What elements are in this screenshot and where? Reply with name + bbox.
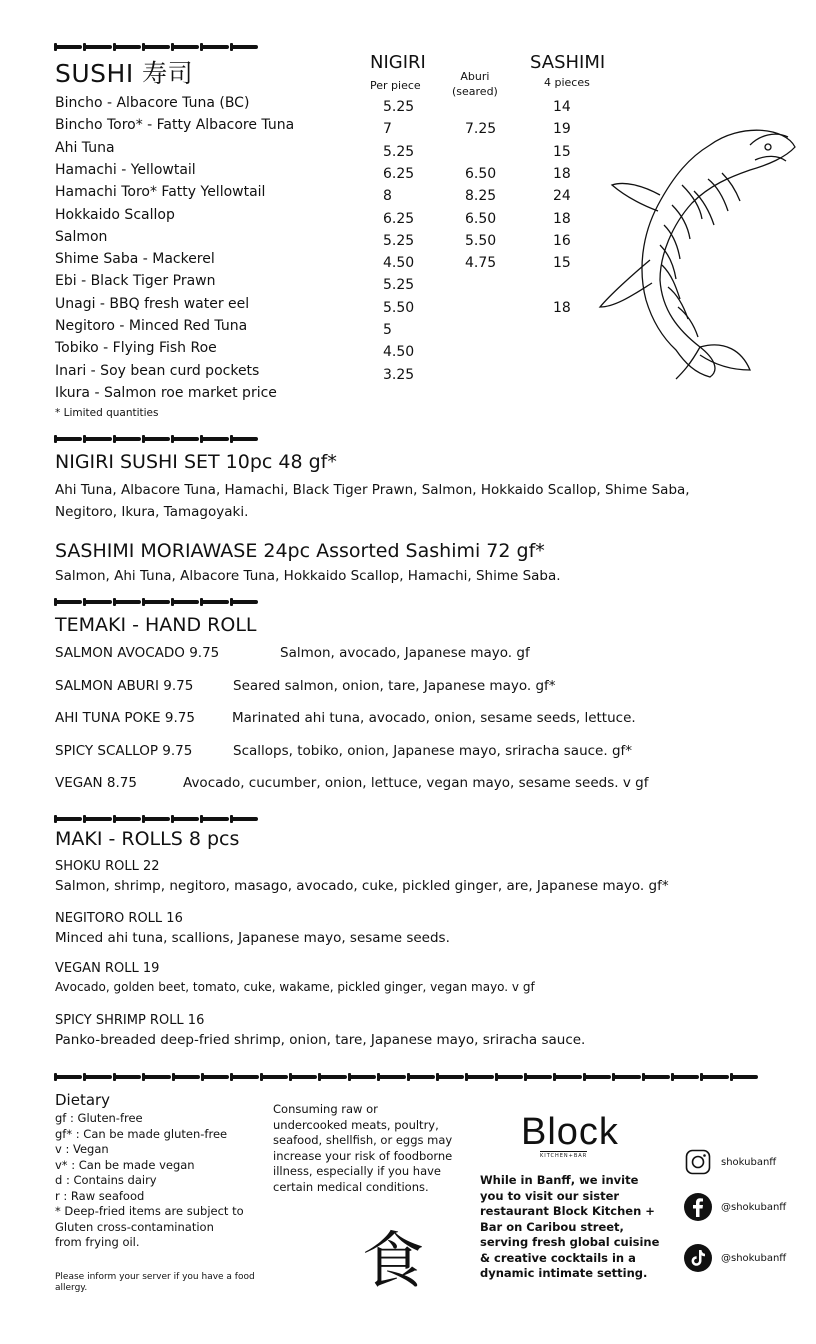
- bamboo-segment: [319, 1075, 346, 1079]
- bamboo-divider: [55, 1073, 760, 1081]
- temaki-item-name: VEGAN 8.75: [55, 775, 137, 791]
- bamboo-divider: [55, 598, 260, 606]
- allergy-note: Please inform your server if you have a food allergy.: [55, 1272, 255, 1293]
- maki-title: MAKI - ROLLS 8 pcs: [55, 828, 240, 850]
- bamboo-segment: [584, 1075, 611, 1079]
- bamboo-segment: [84, 1075, 111, 1079]
- dietary-line: from frying oil.: [55, 1235, 140, 1249]
- instagram-icon: [683, 1147, 713, 1177]
- sashimi-price: 15: [553, 143, 571, 160]
- bamboo-segment: [349, 1075, 376, 1079]
- maki-item-description: Salmon, shrimp, negitoro, masago, avocado, cuke, pickled ginger, are, Japanese mayo. gf*: [55, 878, 669, 894]
- bamboo-segment: [114, 1075, 141, 1079]
- sashimi-moriawase-title: SASHIMI MORIAWASE 24pc Assorted Sashimi 72 gf*: [55, 540, 545, 562]
- maki-item-name: SHOKU ROLL 22: [55, 859, 160, 874]
- temaki-item-name: SALMON AVOCADO 9.75: [55, 645, 220, 661]
- bamboo-segment: [143, 600, 170, 604]
- nigiri-price: 5.25: [383, 232, 415, 249]
- bamboo-segment: [55, 817, 82, 821]
- sushi-item-name: Bincho Toro* - Fatty Albacore Tuna: [55, 117, 295, 134]
- bamboo-segment: [525, 1075, 552, 1079]
- koi-fish-illustration: [590, 115, 800, 380]
- dietary-line: * Deep-fried items are subject to: [55, 1204, 244, 1218]
- bamboo-segment: [143, 437, 170, 441]
- bamboo-segment: [143, 817, 170, 821]
- sushi-item-name: Hokkaido Scallop: [55, 206, 175, 223]
- sushi-item-name: Ahi Tuna: [55, 139, 115, 156]
- sushi-item-name: Hamachi Toro* Fatty Yellowtail: [55, 184, 266, 201]
- sashimi-price: 15: [553, 255, 571, 272]
- aburi-price: 6.50: [465, 165, 497, 182]
- bamboo-segment: [143, 1075, 170, 1079]
- temaki-item-description: Marinated ahi tuna, avocado, onion, sesame seeds, lettuce.: [232, 710, 636, 726]
- bamboo-segment: [202, 1075, 229, 1079]
- bamboo-segment: [201, 437, 228, 441]
- nigiri-price: 3.25: [383, 366, 415, 383]
- bamboo-segment: [172, 437, 199, 441]
- sushi-item-name: Shime Saba - Mackerel: [55, 251, 215, 268]
- nigiri-set-title: NIGIRI SUSHI SET 10pc 48 gf*: [55, 451, 337, 473]
- nigiri-price: 4.50: [383, 255, 415, 272]
- bamboo-segment: [55, 437, 82, 441]
- nigiri-price: 5.25: [383, 99, 415, 115]
- limited-footnote: * Limited quantities: [55, 407, 159, 419]
- aburi-price: 5.50: [465, 232, 497, 249]
- bamboo-segment: [672, 1075, 699, 1079]
- block-promo-text: While in Banff, we invite you to visit our sister restaurant Block Kitchen + Bar on Caribou street, serving fresh global cuisine & creative cocktails in a dynamic intimate setting.: [480, 1173, 660, 1280]
- tiktok-handle: @shokubanff: [721, 1252, 787, 1264]
- maki-item-description: Minced ahi tuna, scallions, Japanese mayo, sesame seeds.: [55, 930, 450, 946]
- bamboo-segment: [55, 1075, 82, 1079]
- bamboo-segment: [172, 600, 199, 604]
- temaki-item-description: Seared salmon, onion, tare, Japanese mayo. gf*: [233, 677, 556, 694]
- sushi-item-name: Unagi - BBQ fresh water eel: [55, 295, 250, 312]
- nigiri-price: 6.25: [383, 210, 415, 227]
- dietary-line: gf* : Can be made gluten-free: [55, 1126, 228, 1141]
- temaki-item-description: Salmon, avocado, Japanese mayo. gf: [280, 645, 530, 661]
- bamboo-segment: [172, 45, 199, 49]
- bamboo-divider: [55, 435, 260, 443]
- dietary-line: v : Vegan: [55, 1142, 109, 1156]
- bamboo-segment: [731, 1075, 758, 1079]
- dietary-line: d : Contains dairy: [55, 1173, 157, 1187]
- maki-item-name: SPICY SHRIMP ROLL 16: [55, 1013, 205, 1028]
- bamboo-segment: [55, 45, 82, 49]
- dietary-line: v* : Can be made vegan: [55, 1157, 195, 1172]
- social-facebook[interactable]: [683, 1192, 786, 1222]
- block-logo-sub: KITCHEN+BAR: [540, 1153, 588, 1159]
- bamboo-segment: [408, 1075, 435, 1079]
- sushi-item-name: Salmon: [55, 228, 108, 245]
- nigiri-price: 5: [383, 322, 392, 338]
- sushi-item-name: Negitoro - Minced Red Tuna: [55, 318, 248, 334]
- bamboo-segment: [114, 817, 141, 821]
- temaki-item-description: Scallops, tobiko, onion, Japanese mayo, sriracha sauce. gf*: [233, 742, 633, 759]
- sushi-item-name: Ikura - Salmon roe market price: [55, 384, 277, 401]
- bamboo-divider: [55, 43, 260, 51]
- bamboo-segment: [201, 817, 228, 821]
- bamboo-segment: [143, 45, 170, 49]
- social-instagram[interactable]: [683, 1147, 776, 1177]
- bamboo-segment: [173, 1075, 200, 1079]
- bamboo-segment: [114, 437, 141, 441]
- bamboo-segment: [114, 45, 141, 49]
- dietary-line: r : Raw seafood: [55, 1188, 145, 1203]
- bamboo-segment: [231, 45, 258, 49]
- nigiri-price: 8: [383, 188, 392, 205]
- bamboo-segment: [201, 600, 228, 604]
- bamboo-segment: [231, 600, 258, 604]
- sashimi-price: 24: [553, 188, 571, 205]
- bamboo-segment: [84, 437, 111, 441]
- bamboo-segment: [701, 1075, 728, 1079]
- dietary-title: Dietary: [55, 1091, 111, 1109]
- aburi-price: 7.25: [465, 121, 497, 138]
- aburi-price: 6.50: [465, 210, 497, 227]
- bamboo-segment: [496, 1075, 523, 1079]
- sushi-title: SUSHI 寿司: [55, 59, 194, 88]
- sushi-item-name: Tobiko - Flying Fish Roe: [55, 340, 217, 357]
- bamboo-segment: [55, 600, 82, 604]
- temaki-item-name: SPICY SCALLOP 9.75: [55, 742, 193, 759]
- facebook-icon: [683, 1192, 713, 1222]
- shoku-kanji: 食: [362, 1224, 425, 1297]
- sashimi-price: 14: [553, 99, 571, 115]
- nigiri-price: 5.50: [383, 299, 415, 316]
- sushi-item-name: Inari - Soy bean curd pockets: [55, 362, 260, 379]
- sashimi-subheader: 4 pieces: [544, 76, 590, 89]
- bamboo-segment: [84, 600, 111, 604]
- dietary-legend: [55, 1111, 244, 1251]
- maki-item-description: Avocado, golden beet, tomato, cuke, wakame, pickled ginger, vegan mayo. v gf: [55, 980, 535, 994]
- bamboo-segment: [437, 1075, 464, 1079]
- raw-food-warning: Consuming raw or undercooked meats, poultry, seafood, shellfish, or eggs may increase your risk of foodborne illness, especially if you have certain medical conditions.: [273, 1102, 453, 1194]
- bamboo-segment: [466, 1075, 493, 1079]
- bamboo-segment: [84, 817, 111, 821]
- nigiri-price: 7: [383, 121, 392, 138]
- nigiri-subheader: Per piece: [370, 79, 421, 92]
- temaki-item-name: AHI TUNA POKE 9.75: [55, 710, 195, 726]
- aburi-price: 8.25: [465, 188, 497, 205]
- social-tiktok[interactable]: [683, 1243, 786, 1273]
- maki-item-name: VEGAN ROLL 19: [55, 961, 160, 976]
- temaki-item-description: Avocado, cucumber, onion, lettuce, vegan mayo, sesame seeds. v gf: [183, 775, 649, 791]
- bamboo-segment: [231, 817, 258, 821]
- bamboo-segment: [378, 1075, 405, 1079]
- tiktok-icon: [683, 1243, 713, 1273]
- bamboo-segment: [231, 1075, 258, 1079]
- nigiri-price: 6.25: [383, 165, 415, 182]
- bamboo-segment: [84, 45, 111, 49]
- nigiri-price: 5.25: [383, 277, 415, 294]
- maki-item-name: NEGITORO ROLL 16: [55, 911, 183, 926]
- sashimi-price: 16: [553, 232, 571, 249]
- sushi-item-name: Bincho - Albacore Tuna (BC): [55, 95, 250, 111]
- bamboo-segment: [201, 45, 228, 49]
- maki-item-description: Panko-breaded deep-fried shrimp, onion, tare, Japanese mayo, sriracha sauce.: [55, 1032, 586, 1048]
- nigiri-header: NIGIRI: [370, 52, 426, 73]
- temaki-title: TEMAKI - HAND ROLL: [55, 614, 257, 636]
- sushi-item-name: Hamachi - Yellowtail: [55, 161, 196, 178]
- bamboo-segment: [231, 437, 258, 441]
- bamboo-segment: [613, 1075, 640, 1079]
- sashimi-price: 19: [553, 121, 571, 138]
- sashimi-header: SASHIMI: [530, 52, 606, 73]
- bamboo-segment: [261, 1075, 288, 1079]
- bamboo-segment: [554, 1075, 581, 1079]
- bamboo-divider: [55, 815, 260, 823]
- block-logo: Block: [521, 1111, 619, 1153]
- sashimi-price: 18: [553, 165, 571, 182]
- bamboo-segment: [643, 1075, 670, 1079]
- aburi-header: Aburi (seared): [452, 70, 498, 98]
- bamboo-segment: [172, 817, 199, 821]
- dietary-line: Gluten cross-contamination: [55, 1219, 214, 1234]
- nigiri-price: 5.25: [383, 143, 415, 160]
- sashimi-moriawase-description: Salmon, Ahi Tuna, Albacore Tuna, Hokkaido Scallop, Hamachi, Shime Saba.: [55, 568, 561, 584]
- sashimi-price: 18: [553, 210, 571, 227]
- instagram-handle: shokubanff: [721, 1156, 777, 1168]
- nigiri-price: 4.50: [383, 344, 415, 361]
- dietary-line: gf : Gluten-free: [55, 1111, 143, 1125]
- sushi-item-name: Ebi - Black Tiger Prawn: [55, 273, 216, 290]
- bamboo-segment: [290, 1075, 317, 1079]
- aburi-price: 4.75: [465, 255, 497, 272]
- sashimi-price: 18: [553, 299, 571, 316]
- facebook-handle: @shokubanff: [721, 1201, 787, 1213]
- nigiri-set-description: Ahi Tuna, Albacore Tuna, Hamachi, Black Tiger Prawn, Salmon, Hokkaido Scallop, Shime Saba, Negitoro, Ikura, Tamagoyaki.: [55, 482, 690, 520]
- temaki-item-name: SALMON ABURI 9.75: [55, 677, 194, 694]
- bamboo-segment: [114, 600, 141, 604]
